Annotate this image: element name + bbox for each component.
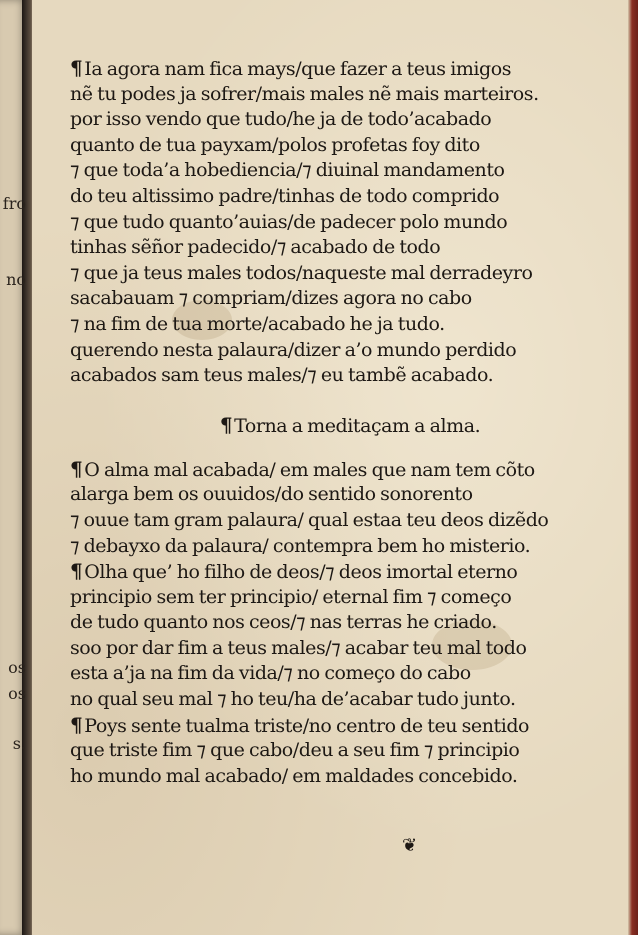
text-line: por isso vendo que tudo/he ja de todo’acabado xyxy=(70,108,492,131)
page-text xyxy=(70,56,590,789)
text-line: ⁊ debayxo da palaura/ contempra bem ho misterio. xyxy=(70,534,531,557)
margin-fragment: no xyxy=(6,270,26,289)
text-line: de tudo quanto nos ceos/⁊ nas terras he criado. xyxy=(70,611,497,634)
text-line: do teu altissimo padre/tinhas de todo comprido xyxy=(70,184,500,207)
text-line: ⁊ ouue tam gram palaura/ qual estaa teu deos dizẽdo xyxy=(70,508,549,531)
text-line: que triste fim ⁊ que cabo/deu a seu fim ⁊ principio xyxy=(70,739,520,762)
text-line: nẽ tu podes ja sofrer/mais males nẽ mais marteiros. xyxy=(70,82,539,105)
text-line: principio sem ter principio/ eternal fim ⁊ começo xyxy=(70,585,512,608)
text-line: ⁊ que tudo quanto’auias/de padecer polo mundo xyxy=(70,210,508,233)
text-line: acabados sam teus males/⁊ eu tambẽ acabado. xyxy=(70,364,494,387)
text-line: ho mundo mal acabado/ em maldades concebido. xyxy=(70,764,518,787)
margin-fragment: fro xyxy=(2,194,26,213)
text-line: sacabauam ⁊ compriam/dizes agora no cabo xyxy=(70,287,472,310)
margin-fragment: s. xyxy=(12,734,26,753)
text-line: ¶ O alma mal acabada/ em males que nam tem cõto xyxy=(70,456,535,481)
pilcrow-mark: ¶ xyxy=(70,712,83,737)
text-line: no qual seu mal ⁊ ho teu/ha de’acabar tudo junto. xyxy=(70,688,516,711)
margin-fragment: os xyxy=(8,658,26,677)
pilcrow-mark: ¶ xyxy=(219,412,233,437)
book-page xyxy=(32,0,628,935)
pilcrow-mark: ¶ xyxy=(70,456,83,481)
text-line: soo por dar fim a teus males/⁊ acabar teu mal todo xyxy=(70,636,527,659)
section-heading: ¶ Torna a meditaçam a alma. xyxy=(219,412,481,437)
margin-fragment: os xyxy=(8,684,26,703)
pilcrow-mark: ¶ xyxy=(70,559,83,584)
page-ornament-icon: ❦ xyxy=(402,835,418,856)
text-line: alarga bem os ouuidos/do sentido sonorento xyxy=(70,483,473,506)
text-line: ⁊ que toda’a hobediencia/⁊ diuinal mandamento xyxy=(70,159,505,182)
text-line: ⁊ que ja teus males todos/naqueste mal derradeyro xyxy=(70,261,533,284)
book-edge-red xyxy=(628,0,638,935)
text-line: quanto de tua payxam/polos profetas foy dito xyxy=(70,133,480,156)
paragraph-lament xyxy=(70,56,590,389)
paragraph-meditation xyxy=(70,457,590,790)
text-line: ¶ Ia agora nam fica mays/que fazer a teus imigos xyxy=(70,56,512,80)
text-line: querendo nesta palaura/dizer a’o mundo perdido xyxy=(70,338,517,361)
text-line: ⁊ na fim de tua morte/acabado he ja tudo. xyxy=(70,312,445,335)
text-line: tinhas sẽñor padecido/⁊ acabado de todo xyxy=(70,236,441,259)
text-line: ¶ Poys sente tualma triste/no centro de teu sentido xyxy=(70,712,530,737)
text-line: esta a’ja na fim da vida/⁊ no começo do cabo xyxy=(70,662,471,685)
pilcrow-mark: ¶ xyxy=(70,56,83,80)
text-line: ¶ Olha que’ ho filho de deos/⁊ deos imortal eterno xyxy=(70,559,518,584)
